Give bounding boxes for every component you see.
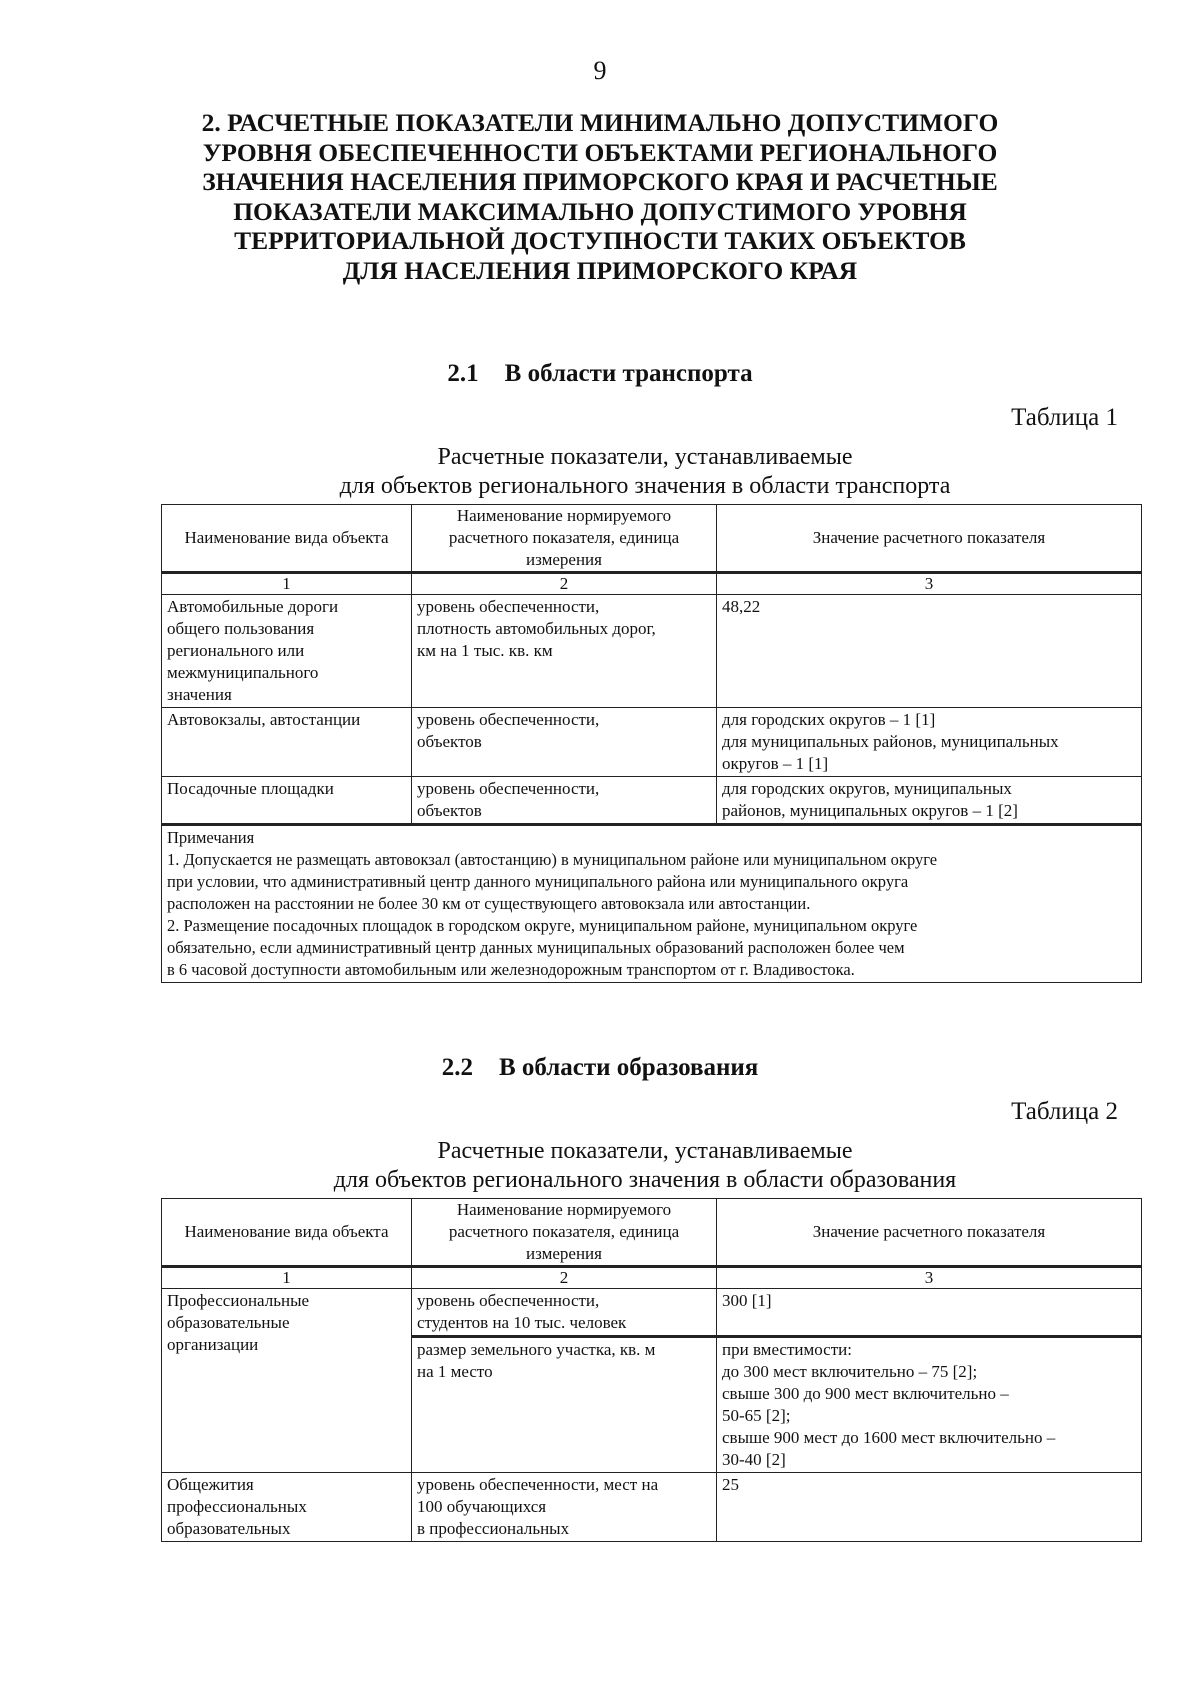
cell-line: для городских округов – 1 [1]: [722, 710, 936, 729]
cell-line: уровень обеспеченности,: [417, 1291, 600, 1310]
cell-line: районов, муниципальных округов – 1 [2]: [722, 801, 1018, 820]
cell-line: уровень обеспеченности, мест на: [417, 1475, 659, 1494]
indicator-cell: [412, 595, 717, 708]
cell-line: профессиональных: [167, 1497, 307, 1516]
cell-line: плотность автомобильных дорог,: [417, 619, 656, 638]
cell-line: при вместимости:: [722, 1340, 852, 1359]
column-number: 1: [162, 1267, 412, 1289]
cell-line: Посадочные площадки: [167, 779, 334, 798]
indicator-cell: [412, 777, 717, 825]
cell-line: свыше 300 до 900 мест включительно –: [722, 1384, 1009, 1403]
value-cell: [717, 1289, 1142, 1337]
heading-line: ЗНАЧЕНИЯ НАСЕЛЕНИЯ ПРИМОРСКОГО КРАЯ И РАСЧЕТНЫЕ: [202, 167, 998, 196]
cell-line: Профессиональные: [167, 1291, 310, 1310]
indicator-cell: [412, 1289, 717, 1337]
cell-line: образовательные: [167, 1313, 290, 1332]
cell-line: общего пользования: [167, 619, 315, 638]
header-cell: Наименование нормируемого расчетного показателя, единица измерения: [412, 1199, 717, 1267]
table-header-row: [162, 505, 1142, 573]
cell-line: в профессиональных: [417, 1519, 570, 1538]
object-type-cell: [162, 1473, 412, 1542]
cell-line: до 300 мест включительно – 75 [2];: [722, 1362, 978, 1381]
cell-line: округов – 1 [1]: [722, 754, 829, 773]
note-line: 2. Размещение посадочных площадок в городском округе, муниципальном районе, муниципальном округе: [167, 916, 918, 935]
table-row: [162, 777, 1142, 825]
header-cell: Наименование нормируемого расчетного показателя, единица измерения: [412, 505, 717, 573]
page-number: 9: [593, 56, 607, 85]
heading-line: ДЛЯ НАСЕЛЕНИЯ ПРИМОРСКОГО КРАЯ: [342, 255, 858, 285]
table-caption-1: [0, 443, 1200, 501]
value-cell: [717, 777, 1142, 825]
column-number: 2: [412, 1267, 717, 1289]
caption-line: для объектов регионального значения в области транспорта: [339, 473, 951, 499]
object-type-cell: [162, 595, 412, 708]
cell-line: Автомобильные дороги: [167, 597, 339, 616]
note-line: обязательно, если административный центр данных муниципальных образований расположен более чем: [167, 938, 905, 957]
heading-line: ПОКАЗАТЕЛИ МАКСИМАЛЬНО ДОПУСТИМОГО УРОВНЯ: [233, 196, 967, 226]
object-type-cell: [162, 708, 412, 777]
caption-line: Расчетные показатели, устанавливаемые: [437, 1138, 853, 1164]
object-type-cell: [162, 777, 412, 825]
cell-line: 300 [1]: [722, 1291, 772, 1310]
column-number: 2: [412, 573, 717, 595]
cell-line: на 1 место: [417, 1362, 493, 1381]
notes-row: [162, 825, 1142, 983]
cell-line: межмуниципального: [167, 663, 319, 682]
value-cell: [717, 1473, 1142, 1542]
caption-line: Расчетные показатели, устанавливаемые: [437, 444, 853, 470]
note-line: расположен на расстоянии не более 30 км от существующего автовокзала или автостанции.: [167, 894, 811, 913]
education-table: [161, 1198, 1142, 1542]
header-cell: Наименование вида объекта: [162, 505, 412, 573]
cell-line: км на 1 тыс. кв. км: [417, 641, 553, 660]
main-heading: [150, 108, 1050, 285]
table-row: [162, 1473, 1142, 1542]
cell-line: 48,22: [722, 597, 761, 616]
table-header-row: [162, 1199, 1142, 1267]
notes-cell: [162, 825, 1142, 983]
indicator-cell: [412, 1337, 717, 1473]
cell-line: образовательных: [167, 1519, 291, 1538]
cell-line: для муниципальных районов, муниципальных: [722, 732, 1059, 751]
section-title-text: В области транспорта: [504, 360, 753, 387]
column-number: 3: [717, 573, 1142, 595]
section-title-text: В области образования: [498, 1054, 759, 1081]
cell-line: значения: [167, 685, 232, 704]
table-label-2: Таблица 2: [1011, 1098, 1118, 1125]
notes-title: Примечания: [167, 828, 255, 847]
column-number: 3: [717, 1267, 1142, 1289]
note-line: 1. Допускается не размещать автовокзал (автостанцию) в муниципальном районе или муниципальном округе: [167, 850, 938, 869]
heading-line: ТЕРРИТОРИАЛЬНОЙ ДОСТУПНОСТИ ТАКИХ ОБЪЕКТОВ: [234, 226, 966, 255]
column-number: 1: [162, 573, 412, 595]
table-row: [162, 708, 1142, 777]
cell-line: уровень обеспеченности,: [417, 779, 600, 798]
header-cell: Значение расчетного показателя: [717, 505, 1142, 573]
header-cell: Наименование вида объекта: [162, 1199, 412, 1267]
cell-line: 25: [722, 1475, 739, 1494]
section-number: 2.1: [447, 360, 479, 387]
section-number: 2.2: [441, 1054, 473, 1081]
object-type-cell: [162, 1289, 412, 1473]
section-title-transport: [0, 360, 1200, 388]
cell-line: уровень обеспеченности,: [417, 710, 600, 729]
table-row: [162, 595, 1142, 708]
value-cell: [717, 1337, 1142, 1473]
indicator-cell: [412, 708, 717, 777]
cell-line: 100 обучающихся: [417, 1497, 547, 1516]
column-number-row: [162, 1267, 1142, 1289]
cell-line: уровень обеспеченности,: [417, 597, 600, 616]
caption-line: для объектов регионального значения в области образования: [333, 1167, 957, 1193]
cell-line: студентов на 10 тыс. человек: [417, 1313, 627, 1332]
cell-line: 50-65 [2];: [722, 1406, 791, 1425]
cell-line: Общежития: [167, 1475, 254, 1494]
note-line: в 6 часовой доступности автомобильным или железнодорожным транспортом от г. Владивостока.: [167, 960, 855, 979]
cell-line: объектов: [417, 732, 482, 751]
table-row: [162, 1289, 1142, 1337]
value-cell: [717, 595, 1142, 708]
cell-line: организации: [167, 1335, 259, 1354]
value-cell: [717, 708, 1142, 777]
cell-line: Автовокзалы, автостанции: [167, 710, 361, 729]
cell-line: для городских округов, муниципальных: [722, 779, 1012, 798]
cell-line: регионального или: [167, 641, 305, 660]
table-label-1: Таблица 1: [1011, 404, 1118, 431]
header-cell: Значение расчетного показателя: [717, 1199, 1142, 1267]
section-title-education: [0, 1054, 1200, 1082]
note-line: при условии, что административный центр данного муниципального района или муниципального округа: [167, 872, 909, 891]
transport-table: [161, 504, 1142, 983]
cell-line: свыше 900 мест до 1600 мест включительно –: [722, 1428, 1056, 1447]
column-number-row: [162, 573, 1142, 595]
cell-line: объектов: [417, 801, 482, 820]
cell-line: размер земельного участка, кв. м: [417, 1340, 656, 1359]
table-caption-2: [0, 1137, 1200, 1195]
cell-line: 30-40 [2]: [722, 1450, 786, 1469]
heading-line: 2. РАСЧЕТНЫЕ ПОКАЗАТЕЛИ МИНИМАЛЬНО ДОПУСТИМОГО: [201, 108, 999, 137]
heading-line: УРОВНЯ ОБЕСПЕЧЕННОСТИ ОБЪЕКТАМИ РЕГИОНАЛЬНОГО: [202, 137, 998, 167]
indicator-cell: [412, 1473, 717, 1542]
